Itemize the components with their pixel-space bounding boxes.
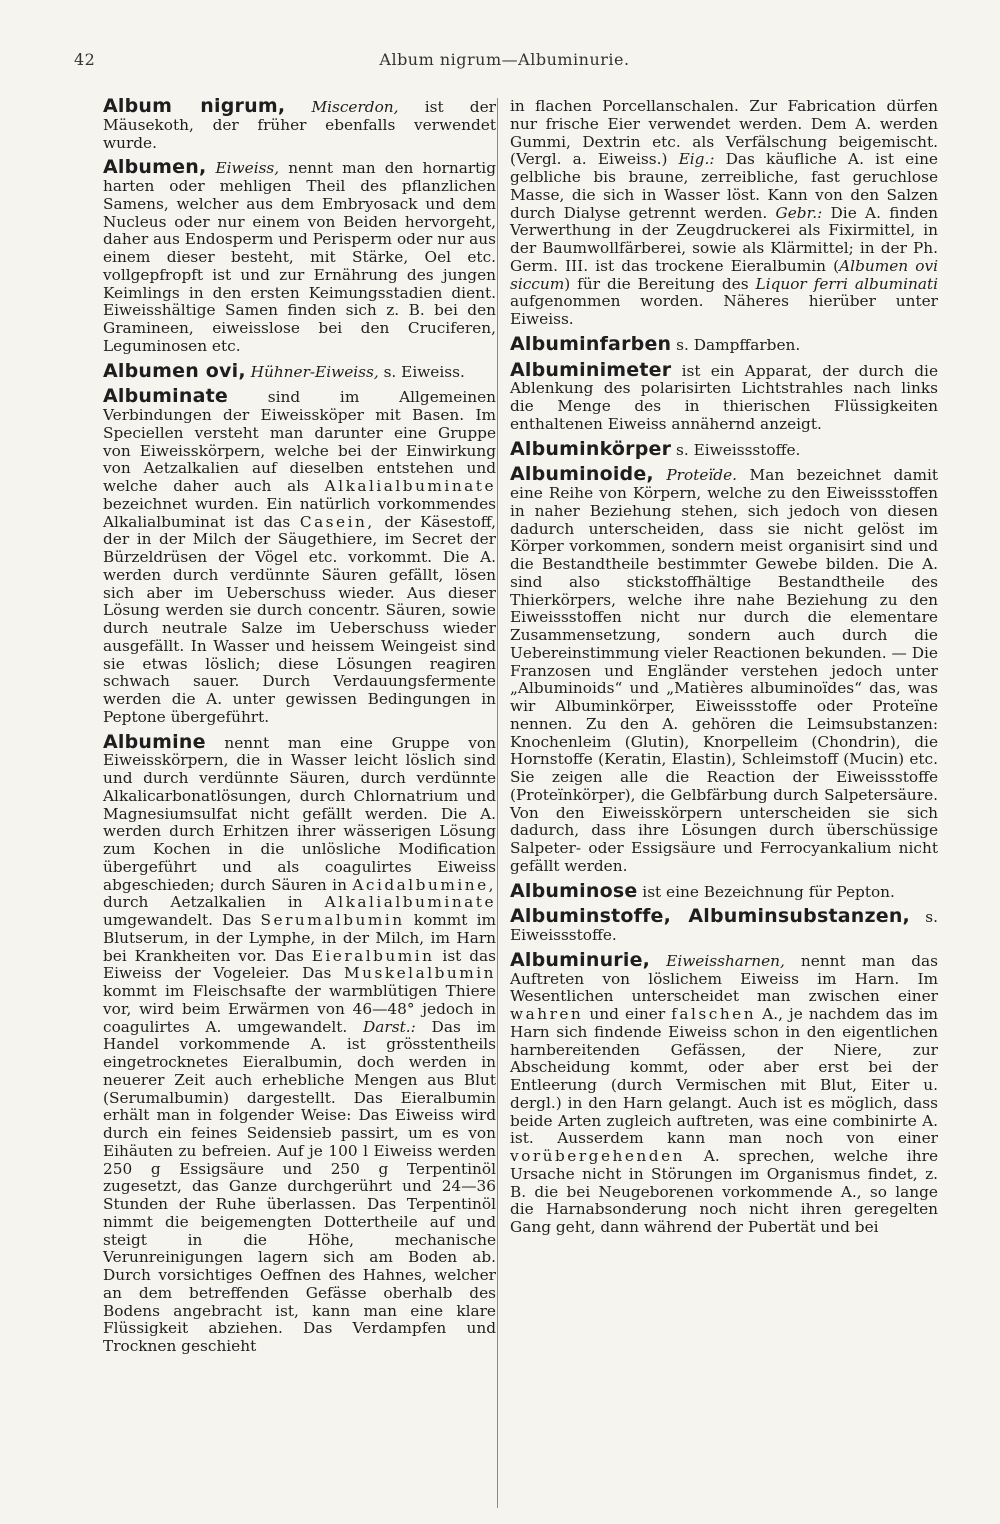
entry-albumen-ovi — [103, 359, 496, 382]
entry-text: nennt man den hornartig harten oder mehligen Theil des pflanzlichen Samens, welcher aus dem Embryosack und dem Nucleus oder nur einem von Beiden hervorgeht, daher aus Endosperm und Perisperm oder nur aus einem dieser besteht, mit Stärke, Oel etc. vollgepfropft ist und zur Ernährung des jungen Keimlings in den ersten Keimungsstadien dient. Eiweisshältige Samen finden sich z. B. bei den Gramineen, eiweisslose bei den Cruciferen, Leguminosen etc. — [103, 159, 496, 355]
entry-text: ) für die Bereitung des — [564, 274, 756, 293]
gloss: Hühner-Eiweiss, — [250, 362, 379, 381]
lemma: Albuminimeter — [510, 358, 672, 381]
lemma: Albuminstoffe, Albuminsubstanzen, — [510, 905, 910, 928]
entry-albumine-continued — [510, 98, 938, 329]
right-column — [510, 98, 938, 1244]
entry-text: kommt im Fleischsafte der warmblütigen Thiere vor, wird beim Erwärmen von 46—48° jedoch in coagulirtes A. umgewandelt. — [103, 982, 496, 1036]
entry-albuminoide — [510, 463, 938, 875]
entry-text: Man bezeichnet damit eine Reihe von Körpern, welche zu den Eiweissstoffen in naher Beziehung stehen, sich jedoch von diesen dadurch unterscheiden, dass sie nicht gelöst im Körper vorkommen, sondern meist organisirt sind und die Bestandtheile bestimmter Gewebe bilden. Die A. sind also stickstoffhältige Bestandtheile des Thierkörpers, welche ihre nahe Beziehung zu den Eiweissstoffen nicht nur durch die elementare Zusammensetzung, sondern auch durch die Uebereinstimmung vieler Reactionen bekunden. — Die Franzosen und Engländer verstehen jedoch unter „Albuminoids“ und „Matières albuminoïdes“ das, was wir Albuminkörper, Eiweissstoffe oder Proteïne nennen. Zu den A. gehören die Leimsubstanzen: Knochenleim (Glutin), Knorpelleim (Chondrin), die Hornstoffe (Keratin, Elastin), Schleimstoff (Mucin) etc. Sie zeigen alle die Reaction der Eiweissstoffe (Proteïnkörper), die Gelbfärbung durch Salpetersäure. Von den Eiweisskörpern unterscheiden sie sich dadurch, dass ihre Lösungen durch überschüssige Salpeter- oder Essigsäure und Ferrocyankalium nicht gefällt werden. — [510, 466, 938, 875]
spaced-term: Muskelalbumin — [344, 964, 496, 983]
entry-text: A., je nachdem das im Harn sich findende Eiweiss schon in den eigentlichen harnbereitenden Gefässen, der Niere, zur Abscheidung kommt, oder aber erst bei der Entleerung (durch Vermischen mit Blut, Eiter u. dergl.) in den Harn gelangt. Auch ist es möglich, dass beide Arten zugleich auftreten, was eine combinirte A. ist. Ausserdem kann man noch von einer — [510, 1005, 939, 1148]
entry-album-nigrum — [103, 95, 496, 152]
entry-text: Das käufliche A. ist eine gelbliche bis braune, zerreibliche, fast geruchlose Masse, die sich in Wasser löst. Kann von den Salzen durch Dialyse getrennt werden. — [510, 150, 938, 222]
entry-text: s. Eiweissstoffe. — [671, 440, 801, 459]
entry-text: s. Dampffarben. — [671, 335, 801, 354]
entry-text: durch Aetzalkalien in — [103, 893, 325, 912]
section-label: Eig.: — [678, 150, 715, 169]
column-divider — [497, 98, 498, 1508]
entry-text: nennt man das Auftreten von löslichem Eiweiss im Harn. Im Wesentlichen unterscheidet man zwischen einer — [510, 951, 938, 1006]
entry-text: der Käsestoff, der in der Milch der Säugethiere, im Secret der Bürzeldrüsen der Vögel etc. vorkommt. Die A. werden durch verdünnte Säuren gefällt, lösen sich aber im Ueberschuss wieder. Aus dieser Lösung werden sie durch concentr. Säuren, sowie durch neutrale Salze im Ueberschuss wieder ausgefällt. In Wasser und heissem Weingeist sind sie etwas löslich; diese Lösungen reagiren schwach sauer. Durch Verdauungsfermente werden die A. unter gewissen Bedingungen in Peptone übergeführt. — [103, 512, 496, 726]
entry-text: kommt im Blutserum, in der Lymphe, in der Milch, im Harn bei Krankheiten vor. Das — [103, 911, 496, 965]
lemma: Albumen, — [103, 156, 207, 179]
gloss: Eiweissharnen, — [666, 951, 785, 970]
entry-text: ist das Eiweiss der Vogeleier. Das — [103, 946, 496, 983]
entry-text: ist eine Bezeichnung für Pepton. — [637, 882, 895, 901]
entry-text: aufgenommen worden. Näheres hierüber unter Eiweiss. — [510, 292, 938, 328]
entry-albuminose — [510, 879, 938, 902]
spaced-term: Casein, — [299, 512, 375, 531]
entry-albuminimeter — [510, 358, 938, 434]
page-number: 42 — [74, 50, 96, 69]
entry-text: und einer — [583, 1005, 672, 1023]
left-column — [103, 95, 496, 1363]
entry-text: ist ein Apparat, der durch die Ablenkung des polarisirten Lichtstrahles nach links die Menge des in thierischen Flüssigkeiten enthaltenen Eiweiss annähernd anzeigt. — [510, 361, 938, 433]
lemma: Albuminoide, — [510, 463, 654, 486]
section-label: Darst.: — [363, 1017, 416, 1036]
entry-albuminurie — [510, 948, 939, 1237]
lemma: Albuminfarben — [510, 332, 672, 355]
spaced-term: Alkalialbuminate — [324, 477, 496, 495]
lemma: Albuminurie, — [510, 948, 651, 971]
lemma: Albuminate — [103, 385, 228, 408]
gloss: Proteïde. — [666, 466, 738, 485]
spaced-term: falschen — [671, 1005, 757, 1023]
spaced-term: Eieralbumin — [311, 946, 435, 965]
running-title: Album nigrum—Albuminurie. — [379, 50, 630, 69]
entry-text: in flachen Porcellanschalen. Zur Fabrication dürfen nur frische Eier verwendet werden. Dem A. werden Gummi, Dextrin etc. als Verfälschung beigemischt. (Vergl. a. Eiweiss.) — [510, 97, 938, 169]
entry-text: Das im Handel vorkommende A. ist grösstentheils eingetrocknetes Eieralbumin, doch werden in neuerer Zeit auch erhebliche Mengen aus Blut (Serumalbumin) dargestellt. Das Eieralbumin erhält man in folgender Weise: Das Eiweiss wird durch ein feines Seidensieb passirt, um es von Eihäuten zu befreien. Auf je 100 l Eiweiss werden 250 g Essigsäure und 250 g Terpentinöl zugesetzt, das Ganze durchgerührt und 24—36 Stunden der Ruhe überlassen. Das Terpentinöl nimmt die beigemengten Dottertheile auf und steigt in die Höhe, mechanische Verunreinigungen lagern sich am Boden ab. Durch vorsichtiges Oeffnen des Hahnes, welcher an dem betreffenden Gefässe oberhalb des Bodens angebracht ist, kann man eine klare Flüssigkeit abziehen. Das Verdampfen und Trocknen geschieht — [103, 1017, 496, 1355]
section-label: Gebr.: — [775, 203, 823, 222]
spaced-term: wahren — [510, 1005, 584, 1023]
entry-albumen — [103, 156, 496, 355]
entry-text: bezeichnet wurden. Ein natürlich vorkommendes Alkalialbuminat ist das — [103, 494, 496, 531]
entry-text: ist der Mäusekoth, der früher ebenfalls verwendet wurde. — [103, 98, 496, 152]
spaced-term: Serumalbumin — [260, 911, 405, 929]
entry-albumine — [103, 730, 496, 1356]
spaced-term: vorübergehenden — [510, 1147, 685, 1165]
entry-albuminfarben — [510, 332, 938, 355]
entry-text: s. Eiweissstoffe. — [510, 908, 938, 944]
entry-albuminkoerper — [510, 437, 938, 460]
spaced-term: Alkalialbuminate — [324, 893, 496, 912]
entry-text: nennt man eine Gruppe von Eiweisskörpern, die in Wasser leicht löslich sind und durch verdünnte Säuren, durch verdünnte Alkalicarbonatlösungen, durch Chlornatrium und Magnesiumsulfat nicht gefällt werden. Die A. werden durch Erhitzen ihrer wässerigen Lösung zum Kochen in die unlösliche Modification übergeführt und als coagulirtes Eiweiss abgeschieden; durch Säuren in — [103, 733, 496, 894]
entry-albuminate — [103, 385, 496, 726]
entry-albuminstoffe — [510, 905, 938, 945]
spaced-term: Acidalbumine, — [352, 875, 496, 894]
gloss: Eiweiss, — [215, 159, 280, 178]
gloss: Miscerdon, — [311, 98, 399, 116]
lemma: Albuminose — [510, 879, 638, 902]
entry-text: Die A. finden Verwerthung in der Zeugdruckerei als Fixirmittel, in der Baumwollfärberei, sowie als Klärmittel; in der Ph. Germ. III. ist das trockene Eieralbumin ( — [510, 203, 938, 275]
entry-text: umgewandelt. Das — [103, 911, 261, 929]
latin-term: Albumen ovi siccum — [510, 256, 938, 293]
entry-text: sind im Allgemeinen Verbindungen der Eiweissköper mit Basen. Im Speciellen versteht man darunter eine Gruppe von Eiweisskörpern, welche bei der Einwirkung von Aetzalkalien auf dieselben entstehen und welche daher auch als — [103, 388, 496, 495]
lemma: Albumine — [103, 730, 206, 753]
lemma: Albumen ovi, — [103, 359, 246, 382]
entry-text: s. Eiweiss. — [378, 362, 465, 381]
lemma: Albuminkörper — [510, 437, 672, 460]
page-header — [74, 50, 935, 74]
latin-term: Liquor ferri albuminati — [755, 274, 938, 293]
entry-text: A. sprechen, welche ihre Ursache nicht in Störungen im Organismus findet, z. B. die bei Neugeborenen vorkommende A., so lange die Harnabsonderung noch nicht ihren geregelten Gang geht, dann während der Pubertät und bei — [510, 1147, 938, 1236]
lemma: Album nigrum, — [103, 95, 286, 117]
